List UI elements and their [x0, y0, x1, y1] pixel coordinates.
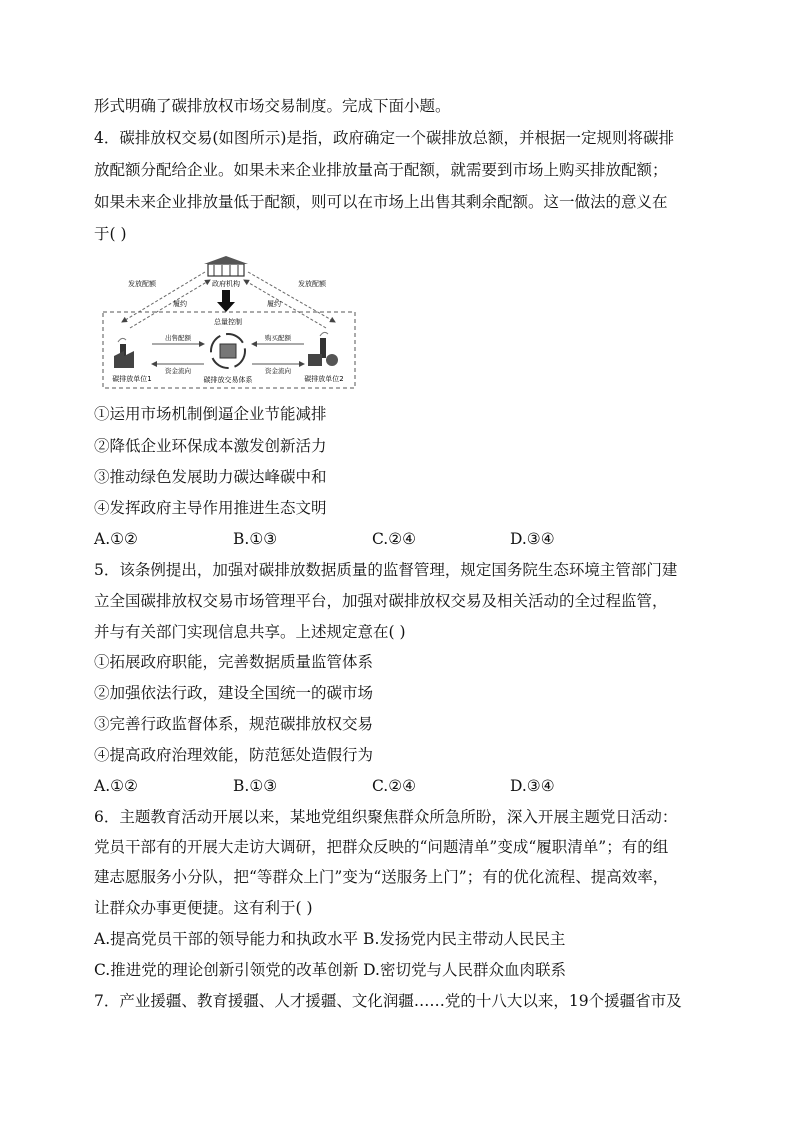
carbon-trading-diagram	[100, 256, 360, 391]
q6-choices-ab[interactable]: A.提高党员干部的领导能力和执政水平 B.发扬党内民主带动人民民主	[94, 930, 566, 948]
q6-choices-cd[interactable]: C.推进党的理论创新引领党的改革创新 D.密切党与人民群众血肉联系	[94, 961, 566, 979]
issue-quota-right: 发放配额	[298, 280, 326, 288]
q4-choice-d[interactable]: D.③④	[510, 530, 555, 548]
sell-quota-label: 出售配额	[165, 334, 191, 342]
q7-line-1: 7．产业援疆、教育援疆、人才援疆、文化润疆……党的十八大以来，19个援疆省市及	[94, 992, 682, 1010]
q4-choice-c[interactable]: C.②④	[372, 530, 417, 548]
q6-line-3: 建志愿服务小分队，把“等群众上门”变为“送服务上门”；有的优化流程、提高效率，	[94, 868, 669, 886]
q5-item-2: ②加强依法行政，建设全国统一的碳市场	[94, 684, 374, 702]
q4-choices	[94, 529, 694, 549]
q4-item-2: ②降低企业环保成本激发创新活力	[94, 437, 327, 455]
government-building-icon	[204, 256, 248, 276]
fund-flow-left-label: 资金流向	[165, 367, 191, 375]
buy-quota-label: 购买配额	[265, 334, 291, 342]
q5-choices	[94, 776, 694, 796]
q6-line-2: 党员干部有的开展大走访大调研，把群众反映的“问题清单”变成“履职清单”；有的组	[94, 838, 669, 856]
q4-item-1: ①运用市场机制倒逼企业节能减排	[94, 405, 327, 423]
intro-line: 形式明确了碳排放权市场交易制度。完成下面小题。	[94, 97, 451, 115]
q5-choice-c[interactable]: C.②④	[372, 777, 417, 795]
q5-line-3: 并与有关部门实现信息共享。上述规定意在( )	[94, 623, 406, 641]
q4-line-3: 如果未来企业排放量低于配额，则可以在市场上出售其剩余配额。这一做法的意义在	[94, 193, 668, 211]
total-control-arrow	[217, 290, 235, 312]
gov-label: 政府机构	[212, 280, 240, 288]
q4-item-3: ③推动绿色发展助力碳达峰碳中和	[94, 468, 327, 486]
q5-line-1: 5．该条例提出，加强对碳排放数据质量的监督管理，规定国务院生态环境主管部门建	[94, 561, 678, 579]
q5-choice-a[interactable]: A.①②	[94, 777, 138, 795]
q4-choice-b[interactable]: B.①③	[233, 530, 278, 548]
q4-line-1: 4．碳排放权交易(如图所示)是指，政府确定一个碳排放总额，并根据一定规则将碳排	[94, 129, 674, 147]
q4-choice-a[interactable]: A.①②	[94, 530, 138, 548]
factory-icon-left	[114, 338, 134, 368]
q4-item-4: ④发挥政府主导作用推进生态文明	[94, 499, 327, 517]
factory-icon-right	[308, 332, 338, 366]
q5-choice-d[interactable]: D.③④	[510, 777, 555, 795]
fulfill-right: 履约	[267, 300, 281, 308]
q5-line-2: 立全国碳排放权交易市场管理平台，加强对碳排放权交易及相关活动的全过程监管，	[94, 592, 668, 610]
q5-item-1: ①拓展政府职能，完善数据质量监管体系	[94, 653, 374, 671]
fund-flow-right-label: 资金流向	[265, 367, 291, 375]
unit1-label: 碳排放单位1	[112, 375, 152, 383]
system-label: 碳排放交易体系	[203, 376, 253, 384]
q5-item-4: ④提高政府治理效能，防范惩处造假行为	[94, 746, 374, 764]
unit2-label: 碳排放单位2	[304, 375, 344, 383]
q4-line-4: 于( )	[94, 225, 127, 243]
q5-choice-b[interactable]: B.①③	[233, 777, 278, 795]
fulfill-left: 履约	[173, 300, 187, 308]
q6-line-1: 6．主题教育活动开展以来，某地党组织聚焦群众所急所盼，深入开展主题党日活动：	[94, 808, 678, 826]
issue-quota-left: 发放配额	[128, 280, 156, 288]
q6-line-4: 让群众办事更便捷。这有利于( )	[94, 899, 313, 917]
q4-line-2: 放配额分配给企业。如果未来企业排放量高于配额，就需要到市场上购买排放配额；	[94, 161, 668, 179]
total-control-label: 总量控制	[214, 318, 242, 326]
q5-item-3: ③完善行政监督体系，规范碳排放权交易	[94, 715, 374, 733]
